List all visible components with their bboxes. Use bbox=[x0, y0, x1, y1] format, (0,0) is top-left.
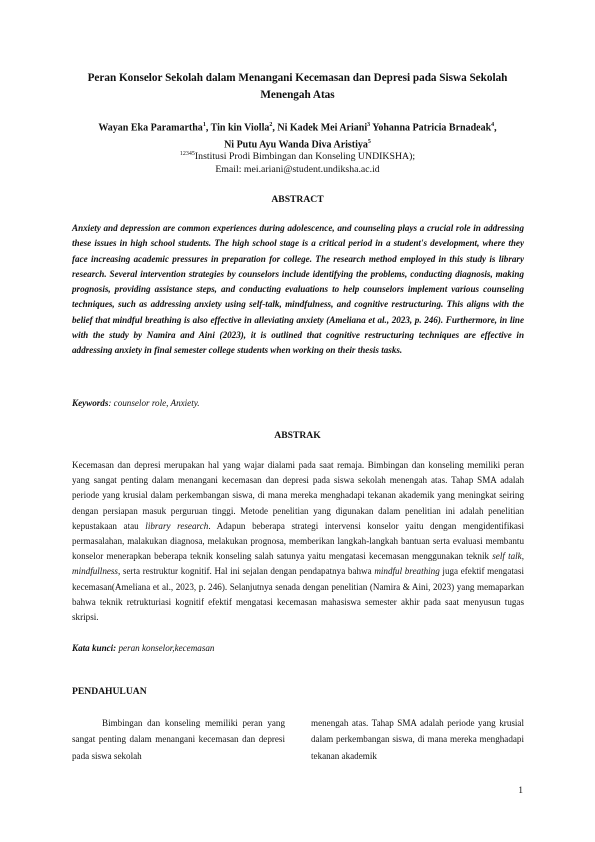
abstrak-italic-term: self talk, mindfullness bbox=[72, 551, 524, 577]
contact-email: Email: mei.ariani@student.undiksha.ac.id bbox=[215, 164, 380, 175]
author-affil-sup: 5 bbox=[367, 139, 371, 146]
page-number: 1 bbox=[518, 785, 523, 796]
abstrak-italic-term: mindful breathing bbox=[374, 566, 440, 577]
author-affil-sup: 3 bbox=[367, 122, 371, 128]
abstract-heading: ABSTRACT bbox=[271, 194, 324, 205]
kata-kunci-value: peran konselor,kecemasan bbox=[116, 643, 215, 653]
author-name: Wayan Eka Paramartha bbox=[98, 122, 203, 134]
abstrak-text: juga efektif mengatasi kecemasan(Ameliana et al., 2023, p. 246). Selanjutnya senada dengan penelitian (Namira & Aini, 2023) yang memaparkan bahwa teknik retrukturiasi kognitif efektif mengatasi kecemasan mahasiswa semester akhir pada saat menyusun tugas skripsi. bbox=[72, 566, 524, 623]
author-name: Yohanna Patricia Brnadeak bbox=[370, 122, 492, 134]
keywords-label: Keywords bbox=[72, 398, 109, 408]
intro-text-right: menengah atas. Tahap SMA adalah periode yang krusial dalam perkembangan siswa, di mana mereka menghadapi tekanan akademik bbox=[311, 718, 524, 761]
abstrak-text: , serta restruktur kognitif. Hal ini sejalan dengan pendapatnya bahwa bbox=[117, 566, 375, 577]
author-name: Ni Putu Ayu Wanda Diva Aristiya bbox=[224, 139, 368, 151]
kata-kunci-label: Kata kunci: bbox=[72, 643, 117, 653]
kata-kunci bbox=[72, 641, 524, 655]
abstrak-text: . Adapun beberapa strategi intervensi konselor yaitu dengan mengidentifikasi permasalahan, malakukan diagnosa, melakukan prognosa, memberikan langkah-langkah bantuan serta evaluasi membantu konselor menerapkan beberapa teknik konseling salah satunya yaitu mengatasi kecemasan menggunakan teknik bbox=[72, 520, 524, 562]
keywords-value: : counselor role, Anxiety. bbox=[108, 398, 200, 408]
affiliation-text: Institusi Prodi Bimbingan dan Konseling UNDIKSHA); bbox=[194, 151, 416, 162]
abstrak-heading: ABSTRAK bbox=[274, 430, 321, 441]
affiliation-sup: 12345 bbox=[179, 151, 195, 157]
keywords bbox=[72, 396, 524, 410]
section-heading-pendahuluan: PENDAHULUAN bbox=[72, 686, 147, 697]
author-affil-sup: 4 bbox=[491, 122, 495, 128]
intro-text-left: Bimbingan dan konseling memiliki peran yang sangat penting dalam menangani kecemasan dan depresi pada siswa sekolah bbox=[72, 718, 285, 761]
intro-column-right bbox=[311, 715, 524, 764]
abstrak-text: Kecemasan dan depresi merupakan hal yang wajar dialami pada saat remaja. Bimbingan dan konseling memiliki peran yang sangat penting dalam menangani kecemasan dan depresi pada siswa sekolah menengah atas. Tahap SMA adalah periode yang krusial dalam perkembangan siswa, di mana mereka menghadapi tekanan akademik yang meningkat seiring dengan persiapan masuk perguruan tinggi. Metode penelitian yang digunakan dalam penelitian ini adalah penelitian kepustakaan atau bbox=[72, 460, 524, 531]
author-affil-sup: 2 bbox=[269, 122, 273, 128]
abstract-english: Anxiety and depression are common experiences during adolescence, and counseling plays a crucial role in addressing these issues in high school students. The high school stage is a critical period in a student's development, where they face increasing academic pressures in preparation for college. The research method employed in this study is library research. Several intervention strategies by counselors include identifying the problems, conducting diagnosis, making prognosis, providing assistance steps, and conducting evaluations to help counselors implement various counseling techniques, such as addressing anxiety using self-talk, mindfulness, and cognitive restructuring. This aligns with the belief that mindful breathing is also effective in alleviating anxiety (Ameliana et al., 2023, p. 246). Furthermore, in line with the study by Namira and Aini (2023), it is outlined that cognitive restructuring techniques are effective in addressing anxiety in final semester college students when working on their thesis tasks. bbox=[72, 223, 524, 356]
paper-title: Peran Konselor Sekolah dalam Menangani Kecemasan dan Depresi pada Siswa Sekolah Menengah Atas bbox=[87, 72, 508, 101]
abstrak-indonesian bbox=[72, 458, 524, 625]
author-separator: , bbox=[494, 122, 497, 134]
abstrak-italic-term: library research bbox=[145, 520, 209, 531]
intro-column-left bbox=[72, 715, 285, 764]
author-affil-sup: 1 bbox=[202, 122, 206, 128]
author-name: , Ni Kadek Mei Ariani bbox=[272, 122, 368, 134]
author-name: , Tin kin Violla bbox=[205, 122, 270, 134]
